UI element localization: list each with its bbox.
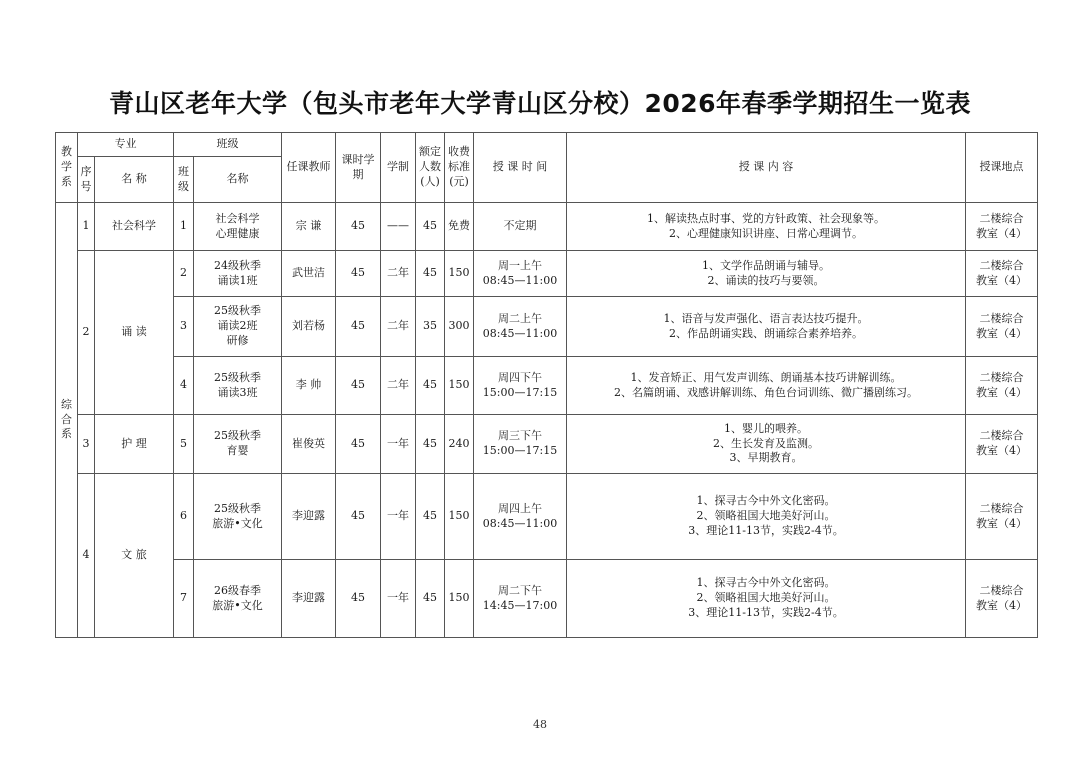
content: 1、探寻古今中外文化密码。 2、领略祖国大地美好河山。 3、理论11-13节，实践2-4节。 <box>567 474 966 560</box>
time: 周一上午 08:45—11:00 <box>474 251 567 297</box>
major-name: 诵 读 <box>95 251 174 415</box>
teacher: 李 帅 <box>282 357 336 415</box>
class-no: 1 <box>174 203 194 251</box>
header-class-name: 名称 <box>194 157 282 203</box>
table-row <box>56 474 1038 560</box>
major-name: 社会科学 <box>95 203 174 251</box>
teacher: 武世洁 <box>282 251 336 297</box>
header-fee: 收费标准(元) <box>445 133 474 203</box>
content: 1、探寻古今中外文化密码。 2、领略祖国大地美好河山。 3、理论11-13节，实践2-4节。 <box>567 560 966 638</box>
content: 1、婴儿的喂养。 2、生长发育及监测。 3、早期教育。 <box>567 415 966 474</box>
location: 二楼综合 教室（4） <box>966 357 1038 415</box>
quota: 45 <box>416 251 445 297</box>
table-row <box>56 415 1038 474</box>
table-row <box>56 297 1038 357</box>
content: 1、解读热点时事、党的方针政策、社会现象等。 2、心理健康知识讲座、日常心理调节。 <box>567 203 966 251</box>
location: 二楼综合 教室（4） <box>966 415 1038 474</box>
teacher: 刘若杨 <box>282 297 336 357</box>
fee: 免费 <box>445 203 474 251</box>
header-duration: 学制 <box>381 133 416 203</box>
department-cell: 综合系 <box>56 203 78 638</box>
teacher: 崔俊英 <box>282 415 336 474</box>
time: 周四上午 08:45—11:00 <box>474 474 567 560</box>
location: 二楼综合 教室（4） <box>966 560 1038 638</box>
time: 周二上午 08:45—11:00 <box>474 297 567 357</box>
content: 1、语音与发声强化、语言表达技巧提升。 2、作品朗诵实践、朗诵综合素养培养。 <box>567 297 966 357</box>
table-row <box>56 251 1038 297</box>
duration: 二年 <box>381 297 416 357</box>
content: 1、发音矫正、用气发声训练、朗诵基本技巧讲解训练。 2、名篇朗诵、戏感讲解训练、角色台词训练、微广播剧练习。 <box>567 357 966 415</box>
hours: 45 <box>336 357 381 415</box>
class-no: 7 <box>174 560 194 638</box>
header-teacher: 任课教师 <box>282 133 336 203</box>
quota: 45 <box>416 357 445 415</box>
hours: 45 <box>336 203 381 251</box>
duration: —— <box>381 203 416 251</box>
header-major-name: 名 称 <box>95 157 174 203</box>
hours: 45 <box>336 297 381 357</box>
duration: 一年 <box>381 474 416 560</box>
major-seq: 2 <box>78 251 95 415</box>
page-title: 青山区老年大学（包头市老年大学青山区分校）2026年春季学期招生一览表 <box>108 89 972 118</box>
teacher: 李迎露 <box>282 474 336 560</box>
major-seq: 3 <box>78 415 95 474</box>
header-dept: 教学系 <box>56 133 78 203</box>
class-name: 社会科学 心理健康 <box>194 203 282 251</box>
duration: 二年 <box>381 251 416 297</box>
quota: 45 <box>416 203 445 251</box>
header-content: 授 课 内 容 <box>567 133 966 203</box>
header-quota: 额定人数(人) <box>416 133 445 203</box>
fee: 150 <box>445 357 474 415</box>
table-row <box>56 357 1038 415</box>
duration: 二年 <box>381 357 416 415</box>
header-class-no: 班级 <box>174 157 194 203</box>
class-name: 25级秋季 旅游•文化 <box>194 474 282 560</box>
hours: 45 <box>336 560 381 638</box>
fee: 240 <box>445 415 474 474</box>
header-time: 授 课 时 间 <box>474 133 567 203</box>
major-seq: 4 <box>78 474 95 638</box>
time: 周三下午 15:00—17:15 <box>474 415 567 474</box>
teacher: 李迎露 <box>282 560 336 638</box>
header-hours: 课时学期 <box>336 133 381 203</box>
quota: 45 <box>416 415 445 474</box>
hours: 45 <box>336 251 381 297</box>
time: 周四下午 15:00—17:15 <box>474 357 567 415</box>
quota: 45 <box>416 560 445 638</box>
major-seq: 1 <box>78 203 95 251</box>
duration: 一年 <box>381 560 416 638</box>
fee: 300 <box>445 297 474 357</box>
quota: 35 <box>416 297 445 357</box>
location: 二楼综合 教室（4） <box>966 474 1038 560</box>
header-location: 授课地点 <box>966 133 1038 203</box>
location: 二楼综合 教室（4） <box>966 251 1038 297</box>
header-row <box>56 133 1038 157</box>
major-name: 护 理 <box>95 415 174 474</box>
class-name: 25级秋季 育婴 <box>194 415 282 474</box>
class-name: 26级春季 旅游•文化 <box>194 560 282 638</box>
quota: 45 <box>416 474 445 560</box>
location: 二楼综合 教室（4） <box>966 297 1038 357</box>
class-name: 25级秋季 诵读3班 <box>194 357 282 415</box>
class-no: 6 <box>174 474 194 560</box>
major-name: 文 旅 <box>95 474 174 638</box>
enrollment-table <box>55 132 1038 638</box>
class-no: 3 <box>174 297 194 357</box>
location: 二楼综合 教室（4） <box>966 203 1038 251</box>
header-class-group: 班级 <box>174 133 282 157</box>
table-row <box>56 560 1038 638</box>
fee: 150 <box>445 560 474 638</box>
class-name: 24级秋季 诵读1班 <box>194 251 282 297</box>
class-no: 2 <box>174 251 194 297</box>
time: 周二下午 14:45—17:00 <box>474 560 567 638</box>
hours: 45 <box>336 415 381 474</box>
fee: 150 <box>445 474 474 560</box>
duration: 一年 <box>381 415 416 474</box>
fee: 150 <box>445 251 474 297</box>
class-no: 5 <box>174 415 194 474</box>
teacher: 宗 谦 <box>282 203 336 251</box>
page-number: 48 <box>533 718 547 731</box>
class-no: 4 <box>174 357 194 415</box>
content: 1、文学作品朗诵与辅导。 2、诵读的技巧与要领。 <box>567 251 966 297</box>
table-row <box>56 203 1038 251</box>
class-name: 25级秋季 诵读2班 研修 <box>194 297 282 357</box>
header-seq: 序号 <box>78 157 95 203</box>
header-major: 专业 <box>78 133 174 157</box>
time: 不定期 <box>474 203 567 251</box>
hours: 45 <box>336 474 381 560</box>
